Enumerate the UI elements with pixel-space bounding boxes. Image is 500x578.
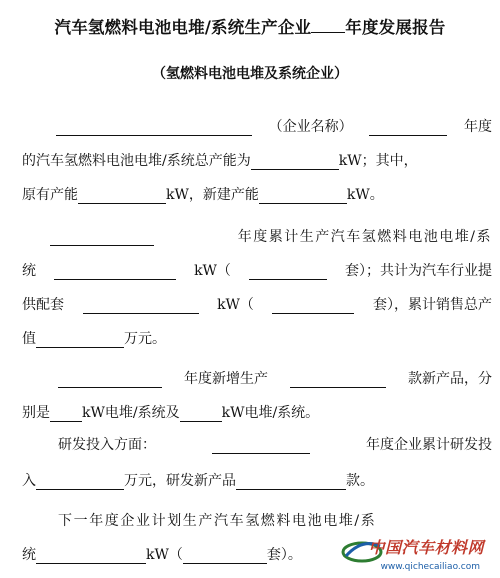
watermark-name: 中国汽车材料网 bbox=[368, 538, 484, 557]
p3-line1 bbox=[58, 370, 492, 388]
capacity-label: 的汽车氢燃料电池电堆/系统总产能为 bbox=[22, 153, 251, 169]
wanyuan-label: 万元。 bbox=[124, 331, 166, 347]
new-prod-label: 年度新增生产 bbox=[184, 371, 268, 387]
existing-capacity-blank[interactable] bbox=[78, 188, 166, 204]
supply-sets-blank[interactable] bbox=[272, 298, 354, 314]
cum-sets-blank[interactable] bbox=[249, 264, 327, 280]
rd-new-products-label: 万元，研发新产品 bbox=[124, 473, 236, 489]
cum-year-blank[interactable] bbox=[50, 230, 154, 246]
sales-label: 套），累计销售总产 bbox=[373, 297, 492, 313]
p4-line2 bbox=[22, 472, 492, 490]
watermark-url: www.qichecailiao.com bbox=[380, 562, 480, 572]
sets-supply-label: 套）；共计为汽车行业提 bbox=[345, 263, 492, 279]
sales-value-blank[interactable] bbox=[36, 332, 124, 348]
year-label: 年度 bbox=[463, 119, 492, 135]
rd-models-blank[interactable] bbox=[236, 474, 346, 490]
kw-open-label: kW（ bbox=[194, 263, 231, 279]
p2-line1 bbox=[50, 228, 492, 246]
stack-end-label: kW电堆/系统。 bbox=[221, 405, 320, 421]
stack-and-label: kW电堆/系统及 bbox=[82, 405, 180, 421]
company-label: （企业名称） bbox=[268, 119, 353, 135]
value-label: 值 bbox=[22, 331, 36, 347]
new-prod-year-blank[interactable] bbox=[58, 372, 162, 388]
p5-line1 bbox=[58, 512, 492, 530]
report-title bbox=[0, 14, 500, 38]
ru-label: 入 bbox=[22, 473, 36, 489]
tong-label-2: 统 bbox=[22, 547, 36, 563]
plan-sets-blank[interactable] bbox=[183, 548, 267, 564]
supply-kw-label: kW（ bbox=[217, 297, 254, 313]
rd-year-blank[interactable] bbox=[212, 438, 310, 454]
company-name-blank[interactable] bbox=[56, 120, 252, 136]
cum-kw-blank[interactable] bbox=[54, 264, 176, 280]
p2-line2 bbox=[22, 262, 492, 280]
next-year-plan-label: 下一年度企业计划生产汽车氢燃料电池电堆/系 bbox=[58, 513, 377, 529]
plan-sets-label: 套）。 bbox=[266, 547, 302, 563]
cum-production-label: 年度累计生产汽车氢燃料电池电堆/系 bbox=[237, 229, 492, 245]
p4-line1 bbox=[58, 436, 492, 454]
year-blank[interactable] bbox=[369, 120, 447, 136]
title-year-blank[interactable] bbox=[311, 18, 345, 33]
rd-year-label: 年度企业累计研发投 bbox=[366, 437, 492, 453]
total-capacity-blank[interactable] bbox=[251, 154, 339, 170]
p1-line2 bbox=[22, 152, 492, 170]
kw-among-label: kW；其中， bbox=[338, 153, 418, 169]
new-capacity-blank[interactable] bbox=[259, 188, 347, 204]
supply-kw-blank[interactable] bbox=[83, 298, 199, 314]
plan-kw-label: kW（ bbox=[146, 547, 183, 563]
supply-label: 供配套 bbox=[22, 297, 64, 313]
respectively-label: 别是 bbox=[22, 405, 50, 421]
new-capacity-label: kW，新建产能 bbox=[166, 187, 259, 203]
p1-line3 bbox=[22, 186, 492, 204]
p1-line1 bbox=[56, 118, 492, 136]
site-watermark bbox=[340, 536, 490, 574]
title-prefix: 汽车氢燃料电池电堆/系统生产企业 bbox=[54, 18, 312, 37]
rd-label: 研发投入方面： bbox=[58, 437, 156, 453]
new-models-label: 款新产品，分 bbox=[408, 371, 492, 387]
report-subtitle: （氢燃料电池电堆及系统企业） bbox=[152, 66, 348, 82]
kuan-label: 款。 bbox=[346, 473, 374, 489]
rd-amount-blank[interactable] bbox=[36, 474, 124, 490]
p2-line4 bbox=[22, 330, 492, 348]
tong-label: 统 bbox=[22, 263, 36, 279]
p2-line3 bbox=[22, 296, 492, 314]
stack-kw-blank-2[interactable] bbox=[180, 406, 222, 422]
existing-capacity-label: 原有产能 bbox=[22, 187, 78, 203]
plan-kw-blank[interactable] bbox=[36, 548, 146, 564]
kw-end-label: kW。 bbox=[346, 187, 384, 203]
title-suffix: 年度发展报告 bbox=[345, 18, 446, 37]
p3-line2 bbox=[22, 404, 492, 422]
new-models-blank[interactable] bbox=[290, 372, 386, 388]
stack-kw-blank-1[interactable] bbox=[50, 406, 82, 422]
